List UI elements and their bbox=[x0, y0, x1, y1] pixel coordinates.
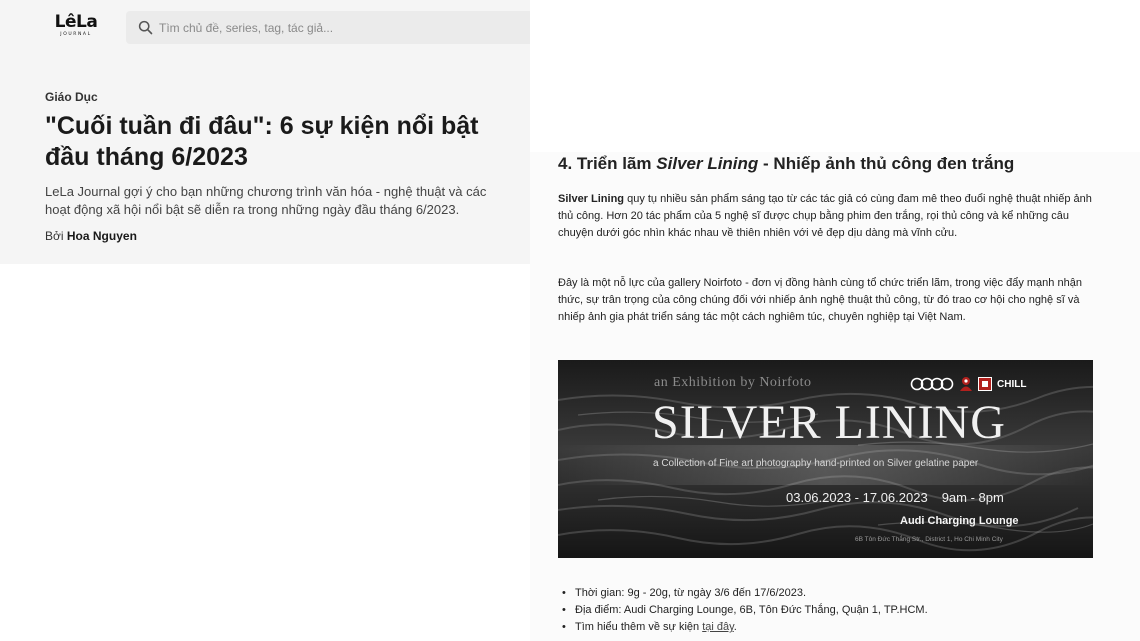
paragraph-intro bbox=[558, 191, 1098, 242]
article-header-panel bbox=[0, 0, 530, 264]
article-category[interactable]: Giáo Dục bbox=[45, 90, 98, 104]
audi-rings-icon bbox=[910, 377, 954, 391]
poster-dates: 03.06.2023 - 17.06.2023 bbox=[786, 490, 928, 505]
gallery-logo-icon bbox=[978, 377, 992, 391]
poster-subtitle: a Collection of Fine art photography hand-printed on Silver gelatine paper bbox=[653, 458, 979, 469]
logo-subtext: JOURNAL bbox=[60, 32, 92, 37]
poster-dates-row bbox=[786, 490, 1004, 505]
heading-italic: Silver Lining bbox=[656, 154, 759, 173]
poster-address: 6B Tôn Đức Thắng Str., District 1, Ho Chi Minh City bbox=[855, 536, 1003, 543]
article-title: "Cuối tuần đi đâu": 6 sự kiện nổi bật đầu tháng 6/2023 bbox=[45, 112, 479, 171]
search-icon bbox=[138, 20, 153, 35]
poster-sponsor-logos bbox=[910, 376, 1026, 392]
list-item-more bbox=[558, 619, 1108, 636]
author-link[interactable]: Hoa Nguyen bbox=[66, 229, 137, 243]
poster-title: SILVER LINING bbox=[652, 396, 1006, 449]
byline bbox=[45, 229, 137, 243]
exhibition-poster bbox=[558, 360, 1093, 558]
logo-wordmark: LêLa bbox=[54, 12, 98, 32]
article-summary: LeLa Journal gợi ý cho bạn những chương trình văn hóa - nghệ thuật và các hoạt động xã hội nổi bật sẽ diễn ra trong những ngày đầu tháng 6/2023. bbox=[45, 184, 487, 217]
article-body-panel bbox=[530, 0, 1140, 641]
search-bar[interactable] bbox=[126, 11, 530, 44]
site-logo[interactable] bbox=[52, 12, 100, 44]
poster-venue: Audi Charging Lounge bbox=[900, 515, 1019, 527]
more-suffix: . bbox=[733, 621, 737, 633]
poster-top-line: an Exhibition by Noirfoto bbox=[654, 375, 812, 390]
sponsor-label: CHILL bbox=[997, 378, 1027, 390]
list-item-time: • Thời gian: 9g - 20g, từ ngày 3/6 đến 17/6/2023. bbox=[558, 585, 1108, 602]
noirfoto-logo-icon bbox=[959, 376, 973, 392]
search-input[interactable] bbox=[159, 21, 519, 35]
heading-suffix: - Nhiếp ảnh thủ công đen trắng bbox=[763, 154, 1015, 173]
blank-area bbox=[530, 0, 1140, 152]
paragraph-intro-text: quy tụ nhiều sản phẩm sáng tạo từ các tác giả có cùng đam mê theo đuổi nghệ thuật nhiếp ảnh thủ công. Hơn 20 tác phẩm của 5 nghệ sĩ được chụp bằng phim đen trắng, rọi thủ công và kể những câu chuyện dưới góc nhìn khác nhau về thiên nhiên với vẻ đẹp dịu dàng mà vĩnh cửu. bbox=[558, 193, 1092, 239]
paragraph-gallery: Đây là một nỗ lực của gallery Noirfoto - đơn vị đồng hành cùng tổ chức triển lãm, trong việc đẩy mạnh nhận thức, sự trân trọng của công chúng đối với nhiếp ảnh nghệ thuật thủ công, từ đó trao cơ hội cho nghệ sĩ và nhiếp ảnh gia phát triển sáng tác một cách nghiêm túc, chuyên nghiệp tại Việt Nam. bbox=[558, 277, 1082, 323]
section-heading bbox=[558, 154, 1014, 174]
event-details-link[interactable]: tại đây bbox=[702, 621, 734, 633]
paragraph-intro-bold: Silver Lining bbox=[558, 193, 625, 205]
heading-prefix: 4. Triển lãm bbox=[558, 154, 652, 173]
list-item-place: • Địa điểm: Audi Charging Lounge, 6B, Tôn Đức Thắng, Quận 1, TP.HCM. bbox=[558, 602, 1108, 619]
byline-prefix: Bởi bbox=[45, 229, 64, 243]
event-info-list bbox=[558, 585, 1108, 636]
poster-hours: 9am - 8pm bbox=[941, 490, 1004, 505]
more-prefix: Tìm hiểu thêm về sự kiện bbox=[575, 621, 700, 633]
